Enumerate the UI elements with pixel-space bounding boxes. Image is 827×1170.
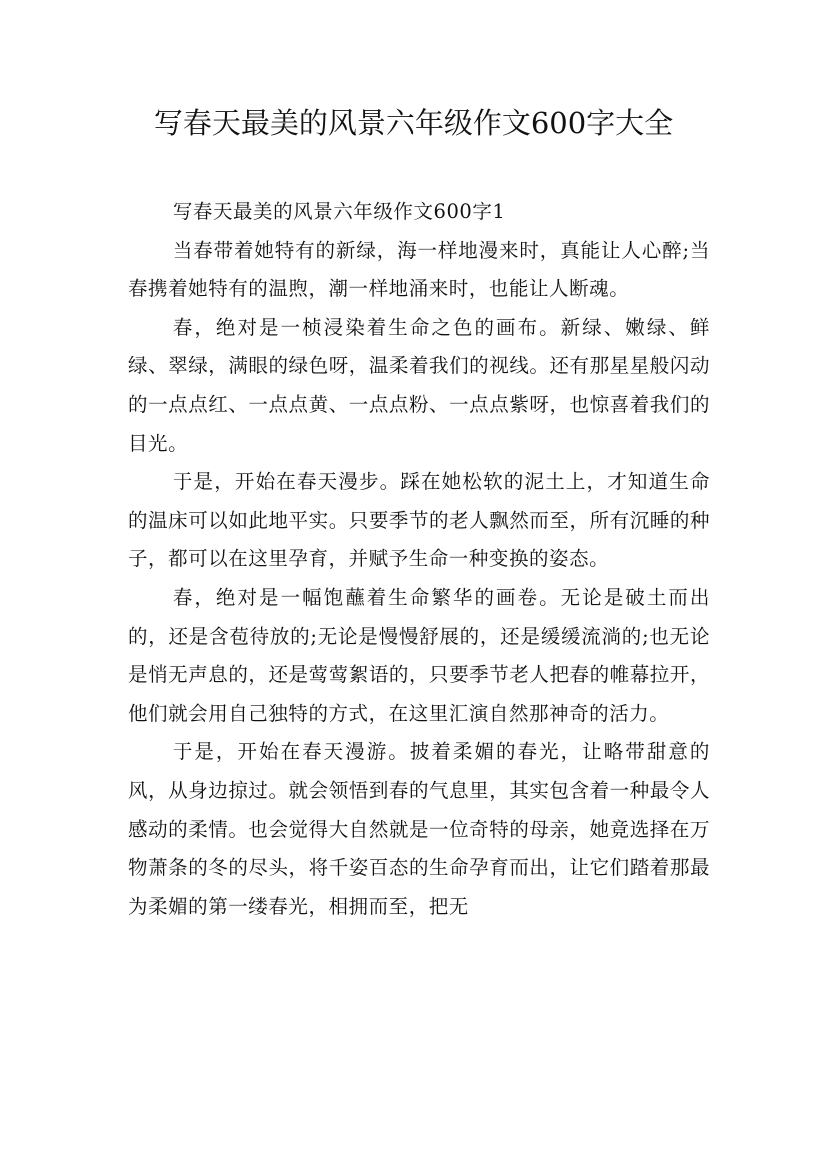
paragraph: 春，绝对是一幅饱蘸着生命繁华的画卷。无论是破土而出的，还是含苞待放的;无论是慢慢舒展的，还是缓缓流淌的;也无论是悄无声息的，还是莺莺絮语的，只要季节老人把春的帷幕拉开，他们就会用自己独特的方式，在这里汇演自然那神奇的活力。 <box>128 585 710 725</box>
paragraph: 于是，开始在春天漫游。披着柔媚的春光，让略带甜意的风，从身边掠过。就会领悟到春的气息里，其实包含着一种最令人感动的柔情。也会觉得大自然就是一位奇特的母亲，她竟选择在万物萧条的冬的尽头，将千姿百态的生命孕育而出，让它们踏着那最为柔媚的第一缕春光，相拥而至，把无 <box>128 740 710 918</box>
paragraph: 当春带着她特有的新绿，海一样地漫来时，真能让人心醉;当春携着她特有的温煦，潮一样地涌来时，也能让人断魂。 <box>128 238 710 301</box>
paragraph: 春，绝对是一桢浸染着生命之色的画布。新绿、嫩绿、鲜绿、翠绿，满眼的绿色呀，温柔着我们的视线。还有那星星般闪动的一点点红、一点点黄、一点点粉、一点点紫呀，也惊喜着我们的目光。 <box>128 315 710 455</box>
section-heading: 写春天最美的风景六年级作文600字1 <box>172 200 506 223</box>
document-body <box>128 193 710 926</box>
paragraph: 于是，开始在春天漫步。踩在她松软的泥土上，才知道生命的温床可以如此地平实。只要季节的老人飘然而至，所有沉睡的种子，都可以在这里孕育，并赋予生命一种变换的姿态。 <box>128 470 710 571</box>
document-title: 写春天最美的风景六年级作文600字大全 <box>153 106 674 140</box>
